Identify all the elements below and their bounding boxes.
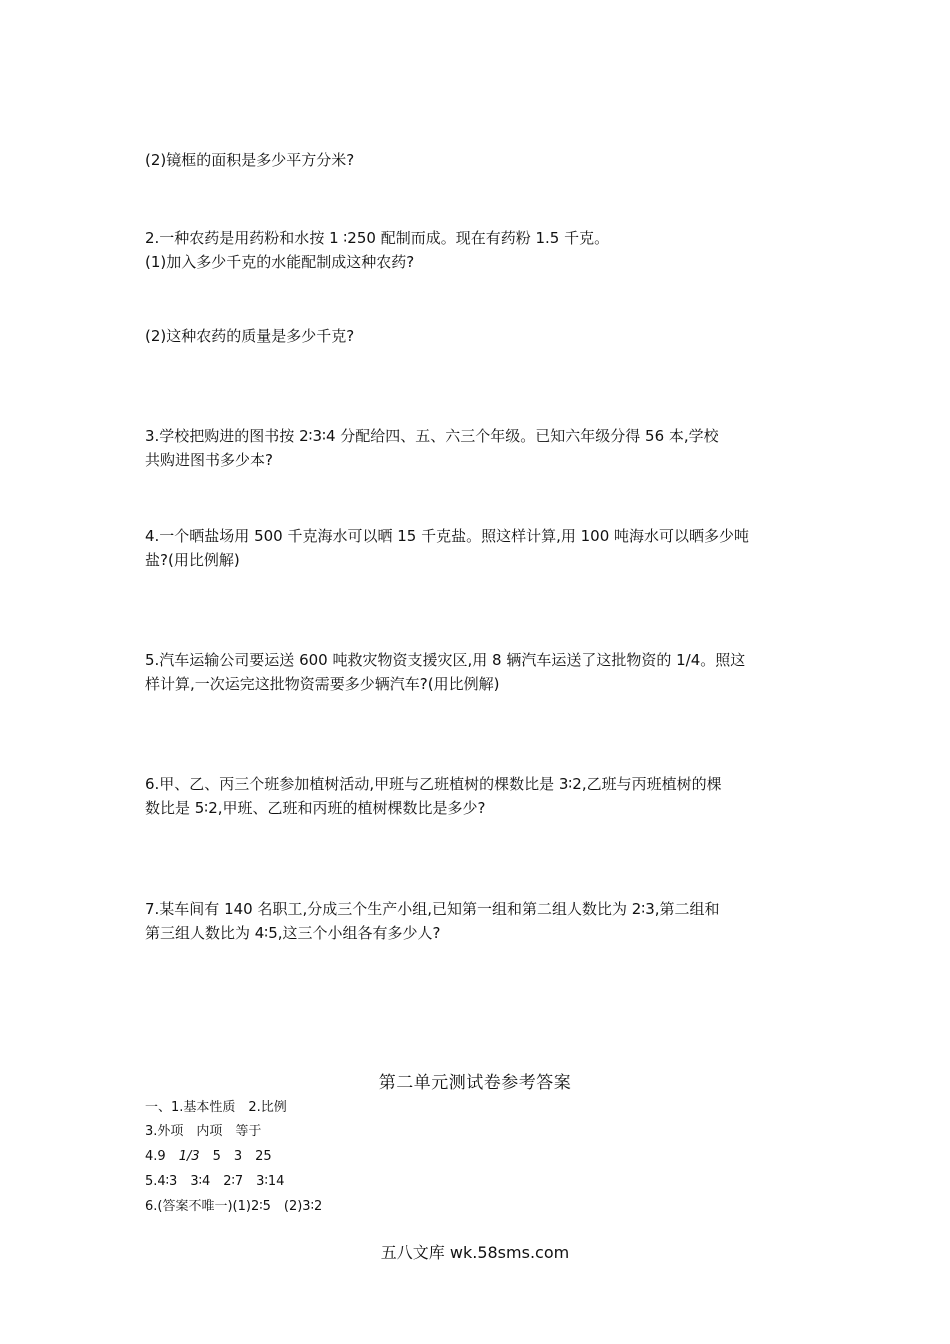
question-6-line-2: 数比是 5∶2,甲班、乙班和丙班的植树棵数比是多少? xyxy=(145,799,486,817)
question-2-stem: 2.一种农药是用药粉和水按 1 ∶250 配制而成。现在有药粉 1.5 千克。 xyxy=(145,229,610,247)
question-7-line-1: 7.某车间有 140 名职工,分成三个生产小组,已知第一组和第二组人数比为 2∶3,第二组和 xyxy=(145,900,720,918)
question-1-part-2: (2)镜框的面积是多少平方分米? xyxy=(145,151,355,169)
footer-watermark: 五八文库 wk.58sms.com xyxy=(380,1243,570,1262)
answer-line-4: 5.4∶3 3∶4 2∶7 3∶14 xyxy=(145,1174,285,1189)
answer-line-2: 3.外项 内项 等于 xyxy=(145,1124,262,1139)
question-2-part-2: (2)这种农药的质量是多少千克? xyxy=(145,327,355,345)
question-5-line-1: 5.汽车运输公司要运送 600 吨救灾物资支援灾区,用 8 辆汽车运送了这批物资的 1/4。照这 xyxy=(145,651,746,669)
question-3-line-2: 共购进图书多少本? xyxy=(145,451,273,469)
answer-line-5: 6.(答案不唯一)(1)2∶5 (2)3∶2 xyxy=(145,1199,323,1214)
answer-line-3 xyxy=(145,1146,272,1168)
answer-line-3-prefix: 4.9 xyxy=(145,1149,179,1164)
answers-title: 第二单元测试卷参考答案 xyxy=(378,1073,572,1093)
question-7-line-2: 第三组人数比为 4∶5,这三个小组各有多少人? xyxy=(145,924,441,942)
question-4-line-2: 盐?(用比例解) xyxy=(145,551,240,569)
question-2-part-1: (1)加入多少千克的水能配制成这种农药? xyxy=(145,253,415,271)
answer-fraction: 1/3 xyxy=(178,1149,200,1164)
answer-line-3-suffix: 5 3 25 xyxy=(199,1149,272,1164)
question-5-line-2: 样计算,一次运完这批物资需要多少辆汽车?(用比例解) xyxy=(145,675,500,693)
question-6-line-1: 6.甲、乙、丙三个班参加植树活动,甲班与乙班植树的棵数比是 3∶2,乙班与丙班植树的棵 xyxy=(145,775,722,793)
answer-line-1: 一、1.基本性质 2.比例 xyxy=(145,1100,287,1115)
question-3-line-1: 3.学校把购进的图书按 2∶3∶4 分配给四、五、六三个年级。已知六年级分得 56 本,学校 xyxy=(145,427,719,445)
question-4-line-1: 4.一个晒盐场用 500 千克海水可以晒 15 千克盐。照这样计算,用 100 吨海水可以晒多少吨 xyxy=(145,527,750,545)
